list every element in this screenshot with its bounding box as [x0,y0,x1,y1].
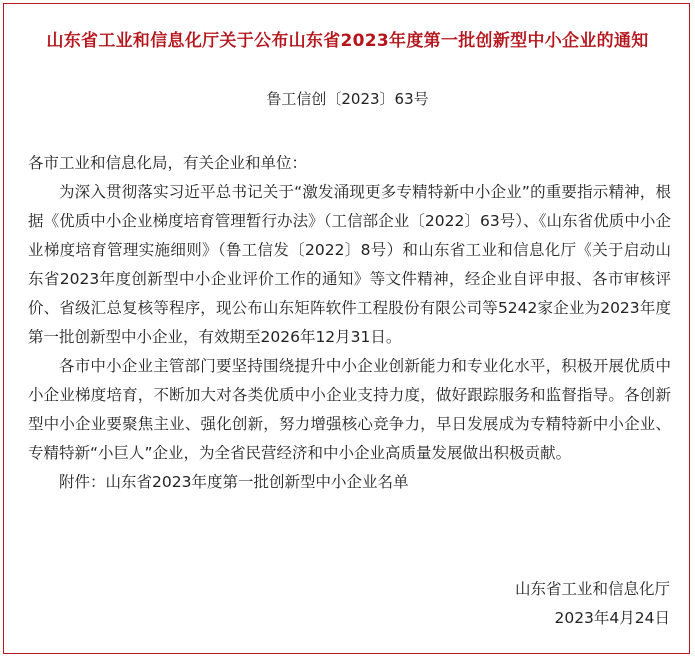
issue-date: 2023年4月24日 [554,609,670,627]
issuer-name: 山东省工业和信息化厅 [514,580,670,598]
signature-block [515,575,670,633]
attachment-line: 附件：山东省2023年度第一批创新型中小企业名单 [59,473,409,491]
paragraph-1: 为深入贯彻落实习近平总书记关于“激发涌现更多专精特新中小企业”的重要指示精神，根据《优质中小企业梯度培育管理暂行办法》（工信部企业〔2022〕63号）、《山东省优质中小企业梯度培育管理实施细则》（鲁工信发〔2022〕8号）和山东省工业和信息化厅《关于启动山东省2023年度创新型中小企业评价工作的通知》等文件精神，经企业自评申报、各市审核评价、省级汇总复核等程序，现公布山东矩阵软件工程股份有限公司等5242家企业为2023年度第一批创新型中小企业，有效期至2026年12月31日。 [28,183,671,346]
document-body [28,149,671,497]
document-title: 山东省工业和信息化厅关于公布山东省2023年度第一批创新型中小企业的通知 [46,31,649,51]
paragraph-2: 各市中小企业主管部门要坚持围绕提升中小企业创新能力和专业化水平，积极开展优质中小企业梯度培育，不断加大对各类优质中小企业支持力度，做好跟踪服务和监督指导。各创新型中小企业要聚焦主业、强化创新，努力增强核心竞争力，早日发展成为专精特新中小企业、专精特新“小巨人”企业，为全省民营经济和中小企业高质量发展做出积极贡献。 [28,357,671,462]
document-number: 鲁工信创〔2023〕63号 [266,90,429,108]
salutation: 各市工业和信息化局，有关企业和单位： [28,154,308,172]
